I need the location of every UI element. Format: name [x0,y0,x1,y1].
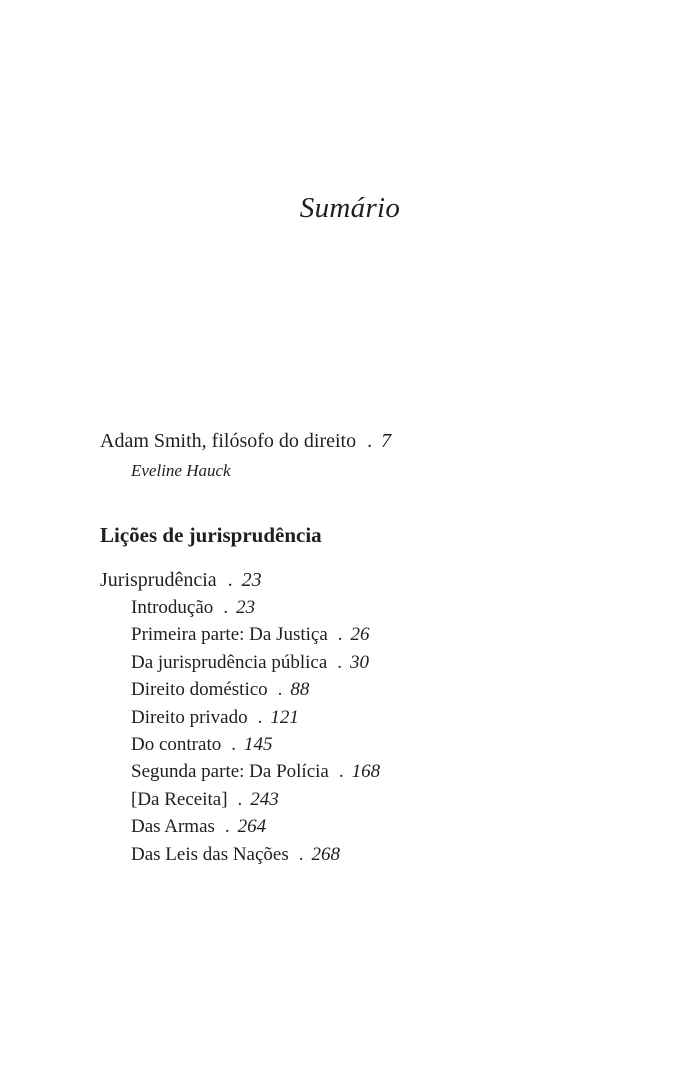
toc-entry-author: Eveline Hauck [131,461,231,480]
toc-subentry-separator: . [338,761,344,782]
toc-subentry-page: 88 [290,679,310,700]
toc-entry-separator: . [367,430,373,452]
toc-subentry-separator: . [237,789,243,810]
toc-subentry-title: Das Armas [131,816,215,837]
toc-subentry-title: Direito doméstico [131,679,268,700]
toc-subentry-title: Primeira parte: Da Justiça [131,624,328,645]
toc-subentry-title: [Da Receita] [131,789,228,810]
toc-subentry-title: Das Leis das Nações [131,844,289,865]
toc-subentry[interactable] [131,652,369,674]
toc-entry-page: 23 [241,569,262,591]
toc-subentry-page: 121 [270,707,299,728]
toc-subentry-separator: . [231,734,236,755]
toc-subentry[interactable] [131,624,370,646]
toc-subentry-page: 243 [250,789,279,810]
toc-subentry-page: 30 [350,652,370,673]
toc-subentry[interactable] [131,761,380,783]
toc-subentry-separator: . [223,597,229,618]
toc-subentry-separator: . [257,707,263,728]
toc-entry-title: Adam Smith, filósofo do direito [100,430,357,452]
toc-entry-page: 7 [381,430,392,452]
toc-subentry-separator: . [298,844,304,865]
toc-subentry[interactable] [131,844,340,866]
section-heading: Lições de jurisprudência [100,523,322,547]
toc-subentry-page: 168 [351,761,381,782]
toc-subentry-page: 264 [237,816,267,837]
toc-subentry[interactable] [131,789,279,811]
toc-subentry[interactable] [131,597,255,619]
toc-subentry-page: 145 [243,734,273,755]
toc-entry-separator: . [227,569,233,591]
toc-subentry-separator: . [337,624,343,645]
toc-subentry-separator: . [224,816,230,837]
toc-subentry[interactable] [131,679,309,701]
toc-entry-main[interactable] [100,569,262,592]
toc-subentry-page: 23 [236,597,256,618]
toc-subentry-title: Da jurisprudência pública [131,652,328,673]
toc-subentry-page: 268 [311,844,341,865]
toc-subentry-separator: . [337,652,343,673]
toc-subentry-title: Segunda parte: Da Polícia [131,761,329,782]
toc-subentry-title: Introdução [131,597,214,618]
toc-subentry[interactable] [131,816,266,838]
toc-subentry[interactable] [131,734,272,756]
toc-subentry-title: Do contrato [131,734,222,755]
toc-subentry-separator: . [277,679,283,700]
toc-subentry-title: Direito privado [131,707,248,728]
page-title: Sumário [299,192,401,224]
toc-subentry-page: 26 [350,624,370,645]
toc-entry-title: Jurisprudência [100,569,217,591]
toc-subentry[interactable] [131,707,299,729]
toc-entry-intro[interactable] [100,430,391,453]
